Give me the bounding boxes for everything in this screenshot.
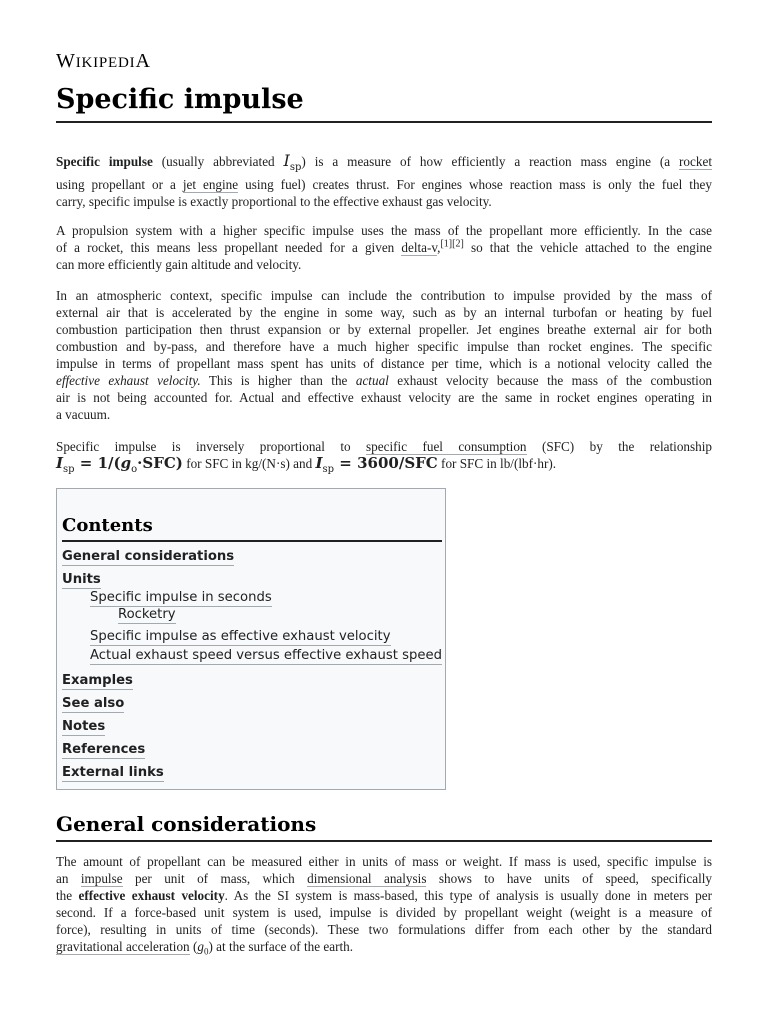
toc-label: References: [62, 742, 146, 757]
text: Specific impulse is inversely proportional to: [56, 439, 367, 454]
math-var: I: [56, 454, 64, 472]
text: using propellant or a: [56, 177, 183, 193]
toc-item-notes[interactable]: [62, 719, 105, 734]
reference-2[interactable]: [2]: [452, 238, 464, 250]
text: (: [189, 939, 198, 954]
toc-label: General considerations: [62, 549, 235, 564]
text: an: [56, 871, 81, 886]
link-specific-fuel-consumption[interactable]: specific fuel consumption: [366, 439, 527, 454]
wikipedia-logo[interactable]: [56, 50, 151, 73]
text: combustion and by-pass, and therefore have a much higher specific impulse than rocket engines. The specific: [56, 339, 712, 354]
toc-item-units[interactable]: [62, 572, 101, 587]
math-sub: sp: [63, 464, 75, 475]
link-delta-v[interactable]: delta-v: [401, 240, 438, 255]
toc-item-rocketry[interactable]: [118, 607, 176, 622]
text: of a rocket, this means less propellant needed for a given: [56, 240, 402, 255]
text: carry, specific impulse is exactly proportional to the effective exhaust gas velocity.: [56, 194, 492, 210]
math-sub: 0: [203, 946, 209, 957]
text: second. If a force-based unit system is used, impulse is divided by propellant weight (weight is a measure of: [56, 905, 712, 920]
link-rocket[interactable]: rocket: [679, 154, 712, 169]
table-of-contents: [56, 488, 446, 790]
formula-isp-kg: [56, 454, 183, 475]
text: per unit of mass, which: [122, 871, 308, 886]
text: This is higher than the: [200, 373, 356, 388]
intro-paragraph-3: [56, 287, 712, 423]
text: combustion participation then thrust expansion or by external propeller. Jet engines breathe external air for both: [56, 322, 712, 337]
isp-main: I: [283, 151, 290, 170]
toc-title: Contents: [62, 515, 442, 542]
toc-item-see-also[interactable]: [62, 696, 124, 711]
math-var: g: [197, 939, 204, 954]
math-text: = 3600/SFC: [334, 454, 438, 472]
math-sub: o: [131, 464, 138, 475]
logo-letters: IKIPEDI: [75, 55, 136, 71]
text: the: [56, 888, 79, 903]
text: . As the SI system is mass-based, this type of analysis is usually done in meters per: [224, 888, 712, 903]
formula-isp-lb: [315, 454, 438, 475]
text: force), resulting in units of time (seconds). These two formulations differ from each other by the standard: [56, 922, 712, 937]
toc-label: Specific impulse as effective exhaust velocity: [90, 629, 391, 644]
toc-label: Examples: [62, 673, 133, 688]
toc-item-actual-vs-effective-speed[interactable]: [90, 648, 442, 663]
text: for SFC in lb/(lbf·hr).: [437, 456, 557, 471]
text: ) at the surface of the earth.: [208, 939, 354, 954]
link-gravitational-acceleration[interactable]: gravitational acceleration: [56, 939, 190, 954]
logo-letter-a: A: [135, 50, 151, 72]
link-impulse[interactable]: impulse: [80, 871, 123, 886]
math-var: I: [315, 454, 323, 472]
text: A propulsion system with a higher specific impulse uses the mass of the propellant more efficiently. In the case: [56, 223, 712, 238]
toc-item-specific-impulse-in-seconds[interactable]: [90, 590, 272, 605]
text: (usually abbreviated: [152, 154, 284, 169]
intro-paragraph-4: [56, 438, 712, 478]
term-italic: actual: [355, 373, 389, 388]
logo-letter-w: W: [56, 50, 76, 72]
toc-label: Actual exhaust speed versus effective exhaust speed: [90, 648, 442, 663]
link-dimensional-analysis[interactable]: dimensional analysis: [307, 871, 427, 886]
toc-item-general-considerations[interactable]: [62, 549, 234, 564]
math-sub: sp: [322, 464, 335, 475]
toc-label: Notes: [62, 719, 106, 734]
term-bold: effective exhaust velocity: [78, 888, 225, 903]
term-italic: effective exhaust velocity.: [56, 373, 201, 388]
text: impulse in terms of propellant mass spent has units of distance per time, which is a notional velocity called the: [56, 356, 712, 371]
text: external air that is accelerated by the engine in some way, such as by an internal turbofan or heating by fuel: [56, 305, 712, 320]
text: can more efficiently gain altitude and velocity.: [56, 257, 302, 272]
text: a vacuum.: [56, 407, 111, 422]
reference-1[interactable]: [1]: [440, 238, 453, 250]
link-jet-engine[interactable]: jet engine: [182, 177, 239, 193]
toc-item-effective-exhaust-velocity[interactable]: [90, 629, 391, 644]
page-title: Specific impulse: [56, 84, 712, 123]
text: for SFC in kg/(N·s) and: [182, 456, 316, 471]
toc-item-examples[interactable]: [62, 673, 133, 688]
toc-item-external-links[interactable]: [62, 765, 164, 780]
isp-symbol: [283, 151, 302, 174]
toc-label: Specific impulse in seconds: [90, 590, 272, 605]
toc-label: Rocketry: [118, 607, 176, 622]
text: ) is a measure of how efficiently a reaction mass engine (a: [301, 154, 680, 169]
toc-label: See also: [62, 696, 125, 711]
toc-label: Units: [62, 572, 101, 587]
text: using fuel) creates thrust. For engines whose reaction mass is only the fuel they: [238, 177, 712, 193]
text: exhaust velocity because the mass of the combustion: [388, 373, 713, 388]
math-var: g: [120, 454, 132, 472]
math-text: ·SFC): [137, 454, 183, 472]
toc-item-references[interactable]: [62, 742, 145, 757]
text: The amount of propellant can be measured either in units of mass or weight. If mass is used, specific impulse is: [56, 854, 712, 869]
text: so that the vehicle attached to the engine: [463, 240, 713, 255]
section-heading-general-considerations: General considerations: [56, 812, 712, 842]
toc-label: External links: [62, 765, 164, 780]
isp-sub: sp: [289, 162, 302, 174]
intro-paragraph-2: A propulsion system with a higher specific impulse uses the mass of the propellant more efficiently. In the case of a rocket, this means less propellant needed for a given delta-v,[1][2] so that the vehicle attached to the engine can more efficiently gain altitude and velocity.: [56, 223, 713, 272]
text: (SFC) by the relationship: [526, 439, 712, 454]
intro-paragraph-1: [56, 152, 712, 210]
text: shows to have units of speed, specifically: [426, 871, 712, 886]
term-bold: Specific impulse: [56, 154, 153, 169]
general-considerations-paragraph: [56, 853, 712, 961]
math-text: = 1/(: [74, 454, 121, 472]
text: air is not being accounted for. Actual and effective exhaust velocity are the same in rocket engines operating in: [56, 390, 712, 405]
text: In an atmospheric context, specific impulse can include the contribution to impulse provided by the mass of: [56, 288, 712, 303]
